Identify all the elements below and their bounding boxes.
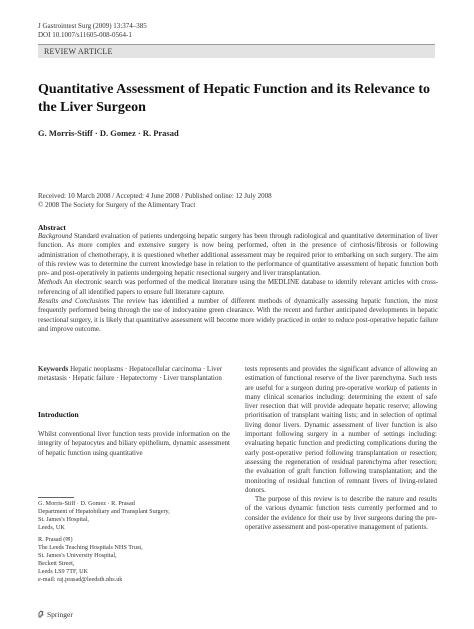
results-label: Results and Conclusions — [38, 297, 110, 306]
corresponding-street: Beckett Street, — [38, 560, 75, 567]
keywords-text: Hepatic neoplasms · Hepatocellular carcinoma · Liver metastasis · Hepatic failure · Hepatectomy · Liver transplantation — [38, 365, 223, 383]
methods-text: An electronic search was performed of the medical literature using the MEDLINE database to identify relevant articles with cross-referencing of all identified papers to ensure full literature capture. — [38, 278, 438, 296]
article-title: Quantitative Assessment of Hepatic Function and its Relevance to the Liver Surgeon — [38, 82, 430, 115]
introduction-heading: Introduction — [38, 410, 79, 419]
corresponding-trust: The Leeds Teaching Hospitals NHS Trust, — [38, 544, 143, 551]
publisher-name: Springer — [47, 610, 73, 619]
publisher-footer — [38, 610, 73, 619]
springer-horse-icon — [38, 610, 45, 618]
right-paragraph-1: tests represents and provides the significant advance of allowing an estimation of functional reserve of the liver parenchyma. Such tests are useful for a surgeon during pre-operative workup of patients in many clinical scenarios including: determining the extent of safe liver resection that will provide adequate hepatic reserve; allowing prioritisation of transplant waiting lists; and in selection of optimal living donor livers. Dynamic assessment of liver function is also important following surgery in a number of settings including: evaluating hepatic function and predicting complications during the early post-operative period following transplantation or resection; assessing the regeneration of residual parenchyma after resection; the evaluation of graft function following transplantation; and the monitoring of residual function of remnant livers of living-related donors. — [245, 365, 437, 494]
introduction-text: Whilst conventional liver function tests provide information on the integrity of hepatocytes and biliary epithelium, dynamic assessment of hepatic function using quantitative — [38, 430, 230, 457]
article-type-label: REVIEW ARTICLE — [44, 47, 113, 56]
keywords — [38, 365, 238, 384]
affiliation-divider — [38, 497, 74, 498]
journal-doi[interactable]: DOI 10.1007/s11605-008-0564-1 — [38, 31, 132, 39]
publication-dates — [38, 192, 272, 210]
right-column-text — [245, 365, 437, 532]
copyright-line: © 2008 The Society for Surgery of the Alimentary Tract — [38, 201, 196, 209]
abstract-heading: Abstract — [38, 223, 66, 232]
corresponding-hospital: St. James's University Hospital, — [38, 552, 117, 559]
right-paragraph-2: The purpose of this review is to describe the nature and results of the various dynamic function tests currently performed and to consider the evidence for their use by liver surgeons during the pre-operative assessment and post-operative management of patients. — [245, 495, 437, 532]
methods-label: Methods — [38, 278, 63, 287]
author-affiliation — [38, 500, 230, 532]
abstract-methods — [38, 278, 438, 297]
affiliation-hospital: St. James's Hospital, — [38, 516, 89, 523]
corresponding-author — [38, 536, 230, 584]
received-accepted-line: Received: 10 March 2008 / Accepted: 4 June 2008 / Published online: 12 July 2008 — [38, 192, 272, 200]
affiliations — [38, 500, 230, 588]
author-list: G. Morris-Stiff · D. Gomez · R. Prasad — [38, 128, 179, 138]
article-type-band — [38, 44, 435, 58]
abstract-background — [38, 232, 438, 278]
corresponding-name: R. Prasad (✉) — [38, 536, 73, 543]
affiliation-department: Department of Hepatobiliary and Transplant Surgery, — [38, 508, 170, 515]
abstract-body — [38, 232, 438, 334]
journal-citation: J Gastrointest Surg (2009) 13:374–385 — [38, 22, 147, 30]
affiliation-authors: G. Morris-Stiff · D. Gomez · R. Prasad — [38, 500, 135, 507]
background-label: Background — [38, 232, 72, 240]
affiliation-city: Leeds, UK — [38, 524, 65, 531]
abstract-results — [38, 297, 438, 334]
corresponding-postcode: Leeds LS9 7TF, UK — [38, 568, 89, 575]
keywords-label: Keywords — [38, 365, 69, 373]
corresponding-email-link[interactable]: e-mail: raj.prasad@leedsth.nhs.uk — [38, 576, 123, 583]
background-text: Standard evaluation of patients undergoing hepatic surgery has been through radiological and quantitative determination of liver function. As more complex and extensive surgery is now being performed, often in the presence of cirrhosis/fibrosis or following administration of chemotherapy, it is questioned whether additional assessment may be required prior to embarking on such surgery. The aim of this review was to determine the current knowledge base in relation to the performance of quantitative assessment of hepatic function both pre- and post-operatively in patients undergoing hepatic resectional surgery and liver transplantation. — [38, 232, 438, 278]
results-text: The review has identified a number of different methods of dynamically assessing hepatic function, the most frequently performed being through the use of indocyanine green clearance. With the recent and further anticipated developments in hepatic resectional surgery, it is likely that quantitative assessment will become more widely practiced in order to reduce post-operative hepatic failure and improve outcome. — [38, 297, 438, 333]
